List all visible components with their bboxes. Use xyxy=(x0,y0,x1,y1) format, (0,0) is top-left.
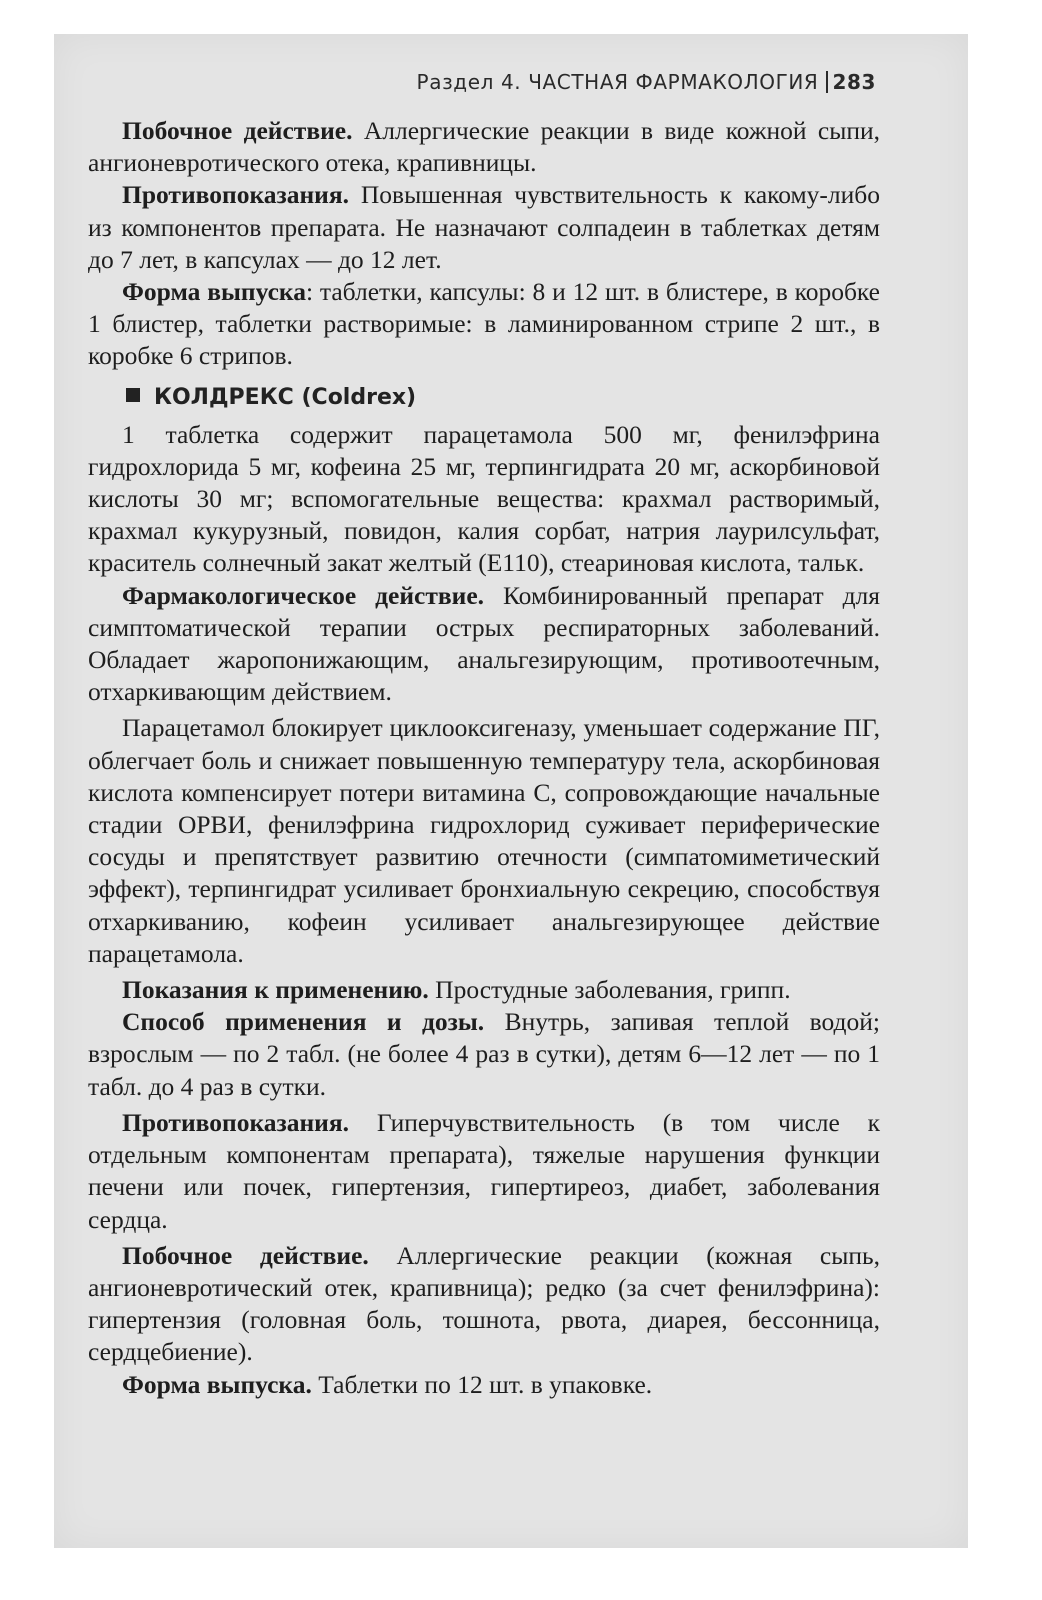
contraindications xyxy=(88,1107,880,1236)
running-header xyxy=(417,70,876,94)
prev-side-effects xyxy=(88,115,880,179)
header-divider xyxy=(826,71,828,93)
dosage-label: Способ применения и дозы. xyxy=(122,1007,485,1037)
side-effects xyxy=(88,1240,880,1369)
indications-text: Простудные заболевания, грипп. xyxy=(435,975,791,1005)
side-effects-label: Побочное действие. xyxy=(122,1240,369,1270)
prev-contraindications xyxy=(88,179,880,276)
composition: 1 таблетка содержит парацетамола 500 мг, фенилэфрина гидрохлорида 5 мг, кофеина 25 мг, терпингидрата 20 мг, аскорбиновой кислоты 30 мг; вспомогательные вещества: крахмал растворимый, крахмал кукурузный, повидон, калия сорбат, натрия лаурилсульфат, краситель солнечный закат желтый (Е110), стеариновая кислота, тальк. xyxy=(88,419,880,578)
indications xyxy=(88,974,880,1006)
contraindications-text: Гиперчувствительность (в том числе к отдельным компонентам препарата), тяжелые нарушения функции печени или почек, гипертензия, гипертиреоз, диабет, заболевания сердца. xyxy=(88,1107,881,1234)
page-body xyxy=(88,115,880,1401)
contraindications-label: Противопоказания. xyxy=(122,1107,350,1137)
mechanism: Парацетамол блокирует циклооксигеназу, уменьшает содержание ПГ, облегчает боль и снижает повышенную температуру тела, аскорбиновая кислота компенсирует потери витамина С, сопровождающие начальные стадии ОРВИ, фенилэфрина гидрохлорид суживает периферические сосуды и препятствует развитию отечности (симпатомиметический эффект), терпингидрат усиливает бронхиальную секрецию, способствуя отхаркиванию, кофеин усиливает анальгезирующее действие парацетамола. xyxy=(88,713,880,968)
drug-heading xyxy=(126,383,880,413)
indications-label: Показания к применению. xyxy=(122,975,429,1005)
prev-side-effects-text: Аллергические реакции в виде кожной сыпи, ангионевротического отека, крапивницы. xyxy=(88,116,881,178)
prev-release-form-label: Форма выпуска xyxy=(122,277,306,307)
release-form xyxy=(88,1369,880,1401)
section-title: Раздел 4. ЧАСТНАЯ ФАРМАКОЛОГИЯ xyxy=(416,70,819,94)
square-bullet-icon xyxy=(126,388,140,402)
pharmacological-action-label: Фармакологическое действие. xyxy=(122,580,485,610)
pharmacological-action-text: Комбинированный препарат для симптоматической терапии острых респираторных заболеваний. Обладает жаропонижающим, анальгезирующим, противоотечным, отхаркивающим действием. xyxy=(88,580,881,707)
page-number: 283 xyxy=(832,70,876,94)
release-form-text: Таблетки по 12 шт. в упаковке. xyxy=(318,1369,653,1399)
drug-title: КОЛДРЕКС (Coldrex) xyxy=(154,384,417,410)
prev-release-form-text: : таблетки, капсулы: 8 и 12 шт. в блистере, в коробке 1 блистер, таблетки растворимые: в ламинированном стрипе 2 шт., в коробке 6 стрипов. xyxy=(88,277,880,371)
pharmacological-action xyxy=(88,580,880,709)
prev-release-form xyxy=(88,276,880,373)
dosage xyxy=(88,1006,880,1103)
dosage-text: Внутрь, запивая теплой водой; взрослым — по 2 табл. (не более 4 раз в сутки), детям 6—12 лет — по 1 табл. до 4 раз в сутки. xyxy=(88,1007,881,1101)
prev-side-effects-label: Побочное действие. xyxy=(122,116,353,145)
side-effects-text: Аллергические реакции (кожная сыпь, ангионевротический отек, крапивница); редко (за счет фенилэфрина): гипертензия (головная боль, тошнота, рвота, диарея, бессонница, сердцебиение). xyxy=(88,1240,881,1367)
prev-contraindications-label: Противопоказания. xyxy=(122,180,350,210)
prev-contraindications-text: Повышенная чувствительность к какому-либо из компонентов препарата. Не назначают солпадеин в таблетках детям до 7 лет, в капсулах — до 12 лет. xyxy=(88,180,881,274)
release-form-label: Форма выпуска. xyxy=(122,1369,312,1399)
